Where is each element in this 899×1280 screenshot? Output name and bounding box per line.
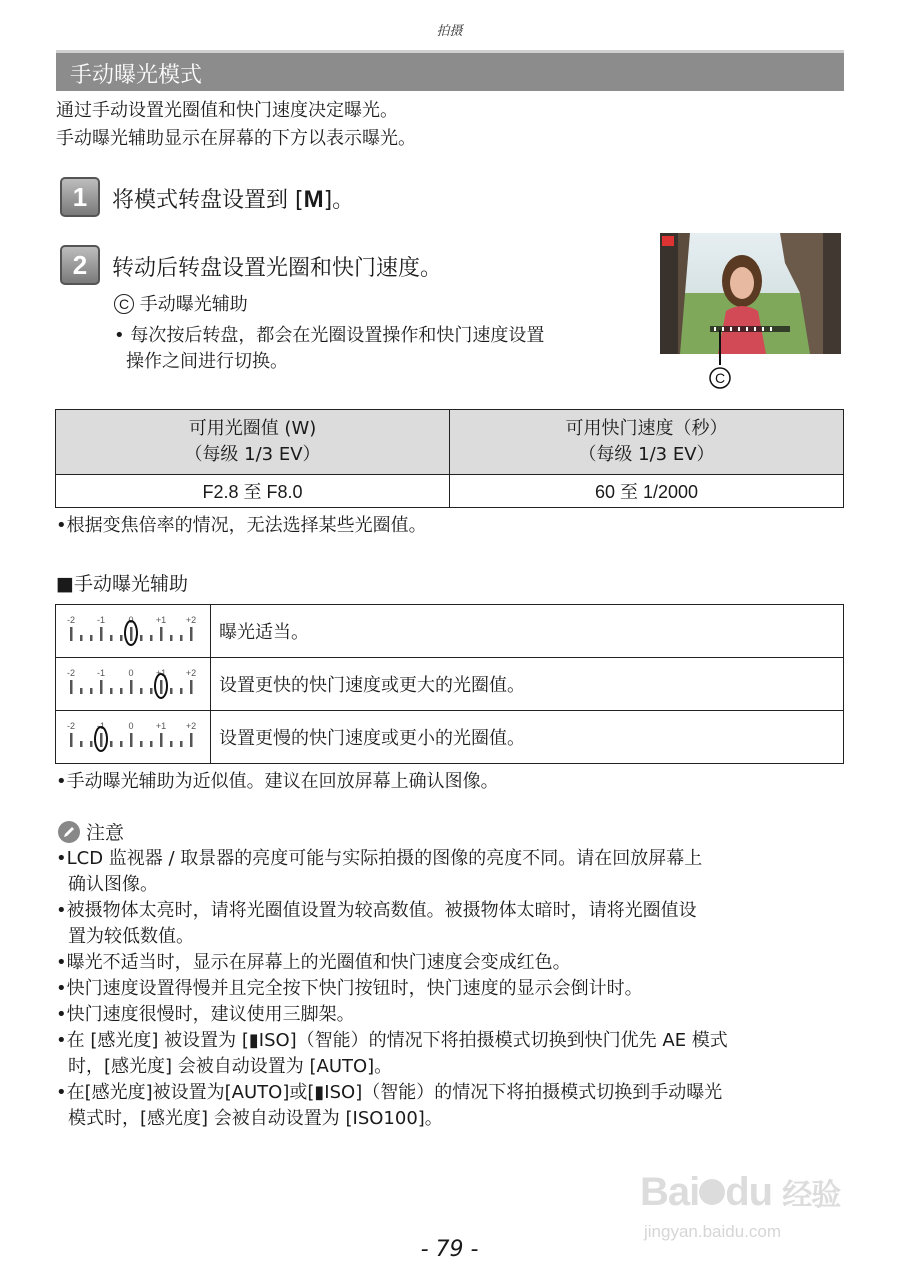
exposure-meter-icon	[63, 717, 203, 753]
step-2-bullet-line-2: 操作之间进行切换。	[126, 351, 288, 372]
note-line: 时，[感光度] 会被自动设置为 [AUTO]。	[68, 1056, 393, 1077]
meter-tick	[190, 733, 193, 747]
callout-c-line	[114, 290, 248, 316]
meter-tick	[160, 733, 163, 747]
meter-tick	[100, 733, 103, 747]
photo-callout-c: C	[714, 370, 726, 386]
watermark-brand: Bai	[640, 1170, 700, 1214]
meter-tick	[70, 680, 73, 694]
photo-callout-line	[700, 330, 740, 390]
meter-tick	[170, 741, 173, 747]
meter-scale-label: 0	[128, 614, 134, 625]
section-title-bar	[56, 50, 844, 91]
assist-description: 曝光适当。	[211, 605, 844, 658]
aperture-header	[56, 410, 450, 475]
pencil-note-icon	[58, 821, 80, 843]
meter-tick	[70, 627, 73, 641]
meter-scale-label: +1	[155, 667, 167, 678]
meter-tick	[190, 627, 193, 641]
note-line: •快门速度很慢时，建议使用三脚架。	[56, 1004, 355, 1025]
assist-description: 设置更快的快门速度或更大的光圈值。	[211, 658, 844, 711]
meter-tick	[150, 688, 153, 694]
aperture-header-line-2: （每级 1/3 EV）	[184, 444, 321, 465]
note-line: 模式时，[感光度] 会被自动设置为 [ISO100]。	[68, 1108, 443, 1129]
note-line: •被摄物体太亮时，请将光圈值设置为较高数值。被摄物体太暗时，请将光圈值设	[56, 900, 697, 921]
assist-row	[56, 711, 844, 764]
meter-tick	[110, 635, 113, 641]
meter-tick	[150, 741, 153, 747]
meter-tick	[90, 635, 93, 641]
meter-tick	[140, 688, 143, 694]
meter-tick	[100, 680, 103, 694]
assist-heading: ■手动曝光辅助	[56, 573, 188, 595]
assist-note: •手动曝光辅助为近似值。建议在回放屏幕上确认图像。	[56, 771, 499, 792]
camera-screen-photo	[660, 233, 841, 354]
meter-scale-label: +2	[185, 720, 197, 731]
meter-tick	[120, 741, 123, 747]
note-item	[56, 950, 846, 976]
aperture-range: F2.8 至 F8.0	[56, 475, 450, 508]
exposure-meter-cell	[56, 658, 211, 711]
meter-tick	[110, 688, 113, 694]
shutter-header-line-1: 可用快门速度（秒）	[565, 418, 728, 439]
exposure-meter-cell	[56, 605, 211, 658]
watermark-url: jingyan.baidu.com	[644, 1222, 782, 1241]
note-item	[56, 898, 846, 950]
step-2-text: 转动后转盘设置光圈和快门速度。	[112, 256, 443, 281]
note-line: •在 [感光度] 被设置为 [▮ISO]（智能）的情况下将拍摄模式切换到快门优先 AE 模式	[56, 1030, 728, 1051]
meter-tick	[100, 627, 103, 641]
paw-icon	[699, 1179, 725, 1205]
note-line: 确认图像。	[68, 874, 158, 895]
meter-tick	[110, 741, 113, 747]
meter-scale-label: -1	[96, 614, 106, 625]
meter-tick	[190, 680, 193, 694]
step-1-text	[112, 183, 354, 214]
meter-scale-label: -2	[66, 614, 76, 625]
range-table	[55, 409, 844, 508]
meter-scale-label: -2	[66, 667, 76, 678]
note-line: 置为较低数值。	[68, 926, 194, 947]
meter-tick	[120, 635, 123, 641]
step-2-badge: 2	[60, 245, 100, 285]
step-1-badge: 1	[60, 177, 100, 217]
meter-scale-label: +2	[185, 667, 197, 678]
meter-tick	[90, 741, 93, 747]
shutter-header-line-2: （每级 1/3 EV）	[578, 444, 715, 465]
meter-scale-label: -2	[66, 720, 76, 731]
step-1-suffix: ]。	[323, 188, 355, 213]
meter-tick	[170, 688, 173, 694]
meter-tick	[90, 688, 93, 694]
meter-tick	[150, 635, 153, 641]
intro-line-2: 手动曝光辅助显示在屏幕的下方以表示曝光。	[56, 128, 416, 149]
meter-scale-label: -1	[96, 667, 106, 678]
running-header: 拍摄	[436, 24, 463, 39]
meter-tick	[80, 635, 83, 641]
note-item	[56, 1028, 846, 1080]
meter-scale-label: +2	[185, 614, 197, 625]
note-item	[56, 976, 846, 1002]
assist-row	[56, 658, 844, 711]
step-2-bullet	[114, 323, 544, 375]
intro-text	[56, 97, 416, 153]
exposure-meter-icon	[63, 664, 203, 700]
step-2-bullet-line-1: • 每次按后转盘，都会在光圈设置操作和快门速度设置	[114, 325, 545, 346]
meter-scale-label: 0	[128, 720, 134, 731]
notes-heading	[58, 818, 124, 845]
intro-line-1: 通过手动设置光圈值和快门速度决定曝光。	[56, 100, 398, 121]
step-1-label: 将模式转盘设置到 [	[112, 188, 304, 213]
mode-m-symbol: M	[303, 186, 324, 213]
meter-tick	[180, 688, 183, 694]
exposure-meter-icon	[63, 611, 203, 647]
meter-tick	[140, 741, 143, 747]
watermark-cn: 经验	[782, 1179, 841, 1212]
note-item	[56, 1002, 846, 1028]
note-line: •LCD 监视器 / 取景器的亮度可能与实际拍摄的图像的亮度不同。请在回放屏幕上	[56, 848, 703, 869]
meter-tick	[160, 627, 163, 641]
photo-illustration	[660, 233, 841, 354]
note-line: •快门速度设置得慢并且完全按下快门按钮时，快门速度的显示会倒计时。	[56, 978, 643, 999]
meter-tick	[130, 733, 133, 747]
notes-list	[56, 846, 846, 1132]
meter-tick	[180, 741, 183, 747]
exposure-meter-cell	[56, 711, 211, 764]
note-line: •在[感光度]被设置为[AUTO]或[▮ISO]（智能）的情况下将拍摄模式切换到手动曝光	[56, 1082, 723, 1103]
meter-tick	[130, 627, 133, 641]
meter-tick	[120, 688, 123, 694]
shutter-header	[450, 410, 844, 475]
meter-scale-label: +1	[155, 614, 167, 625]
note-item	[56, 846, 846, 898]
aperture-header-line-1: 可用光圈值 (W)	[188, 418, 317, 439]
page-number: - 79 -	[420, 1237, 479, 1262]
note-line: •曝光不适当时，显示在屏幕上的光圈值和快门速度会变成红色。	[56, 952, 571, 973]
meter-tick	[80, 741, 83, 747]
assist-description: 设置更慢的快门速度或更小的光圈值。	[211, 711, 844, 764]
section-title: 手动曝光模式	[70, 63, 203, 88]
note-item	[56, 1080, 846, 1132]
meter-tick	[140, 635, 143, 641]
meter-tick	[130, 680, 133, 694]
shutter-range: 60 至 1/2000	[450, 475, 844, 508]
meter-scale-label: -1	[96, 720, 106, 731]
meter-scale-label: +1	[155, 720, 167, 731]
meter-tick	[160, 680, 163, 694]
watermark-brand-2: du	[725, 1170, 773, 1214]
range-note: •根据变焦倍率的情况，无法选择某些光圈值。	[56, 515, 427, 536]
notes-heading-text: 注意	[86, 822, 125, 844]
meter-tick	[180, 635, 183, 641]
assist-row	[56, 605, 844, 658]
meter-tick	[80, 688, 83, 694]
callout-c-text: 手动曝光辅助	[139, 294, 248, 315]
meter-tick	[170, 635, 173, 641]
meter-tick	[70, 733, 73, 747]
assist-table	[55, 604, 844, 764]
meter-scale-label: 0	[128, 667, 134, 678]
callout-c-icon: C	[114, 294, 134, 314]
